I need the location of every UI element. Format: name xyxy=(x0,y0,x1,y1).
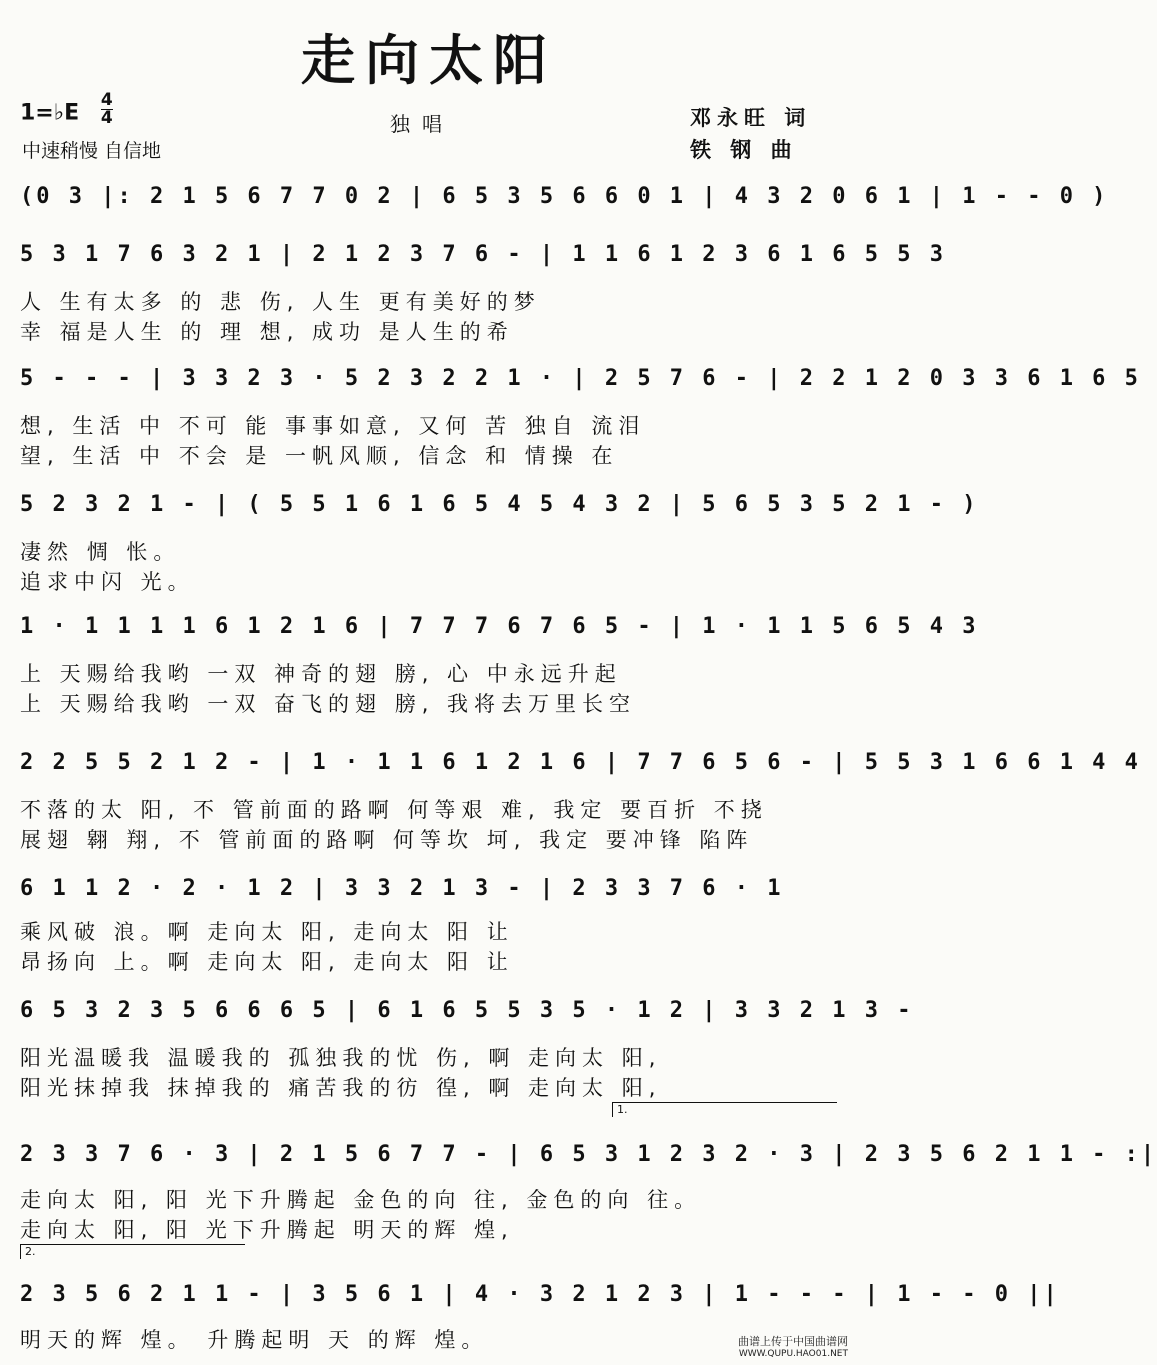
lyric-verse-1: 明天的辉 煌。 升腾起明 天 的辉 煌。 xyxy=(20,1328,489,1352)
lyricist-credit: 邓永旺 词 xyxy=(690,106,812,130)
notation-line: 5 3 1 7 6 3 2 1 | 2 1 2 3 7 6 - | 1 1 6 1 2 3 6 1 6 5 5 3 xyxy=(20,242,946,267)
notation-line: (0 3 |: 2 1 5 6 7 7 0 2 | 6 5 3 5 6 6 0 1 | 4 3 2 0 6 1 | 1 - - 0 ) xyxy=(20,184,1109,209)
notation-line: 6 1 1 2 · 2 · 1 2 | 3 3 2 1 3 - | 2 3 3 7 6 · 1 xyxy=(20,876,784,901)
lyric-verse-2: 昂扬向 上。啊 走向太 阳, 走向太 阳 让 xyxy=(20,950,514,974)
notation-line: 1 · 1 1 1 1 6 1 2 1 6 | 7 7 7 6 7 6 5 - | 1 · 1 1 5 6 5 4 3 xyxy=(20,614,979,639)
notation-line: 5 - - - | 3 3 2 3 · 5 2 3 2 2 1 · | 2 5 7 6 - | 2 2 1 2 0 3 3 6 1 6 5 xyxy=(20,366,1141,391)
lyric-verse-2: 望, 生活 中 不会 是 一帆风顺, 信念 和 情操 在 xyxy=(20,444,619,468)
composer-credit: 铁 钢 曲 xyxy=(690,138,798,162)
volta-bracket-1: 1. xyxy=(612,1102,837,1117)
key-label: 1=♭E xyxy=(20,100,80,126)
lyric-verse-2: 上 天赐给我哟 一双 奋飞的翅 膀, 我将去万里长空 xyxy=(20,692,637,716)
lyric-verse-2: 展翅 翱 翔, 不 管前面的路啊 何等坎 坷, 我定 要冲锋 陷阵 xyxy=(20,828,754,852)
lyric-verse-1: 乘风破 浪。啊 走向太 阳, 走向太 阳 让 xyxy=(20,920,514,944)
notation-line: 2 3 3 7 6 · 3 | 2 1 5 6 7 7 - | 6 5 3 1 2 3 2 · 3 | 2 3 5 6 2 1 1 - :| xyxy=(20,1142,1157,1167)
watermark-text: 曲谱上传于中国曲谱网 xyxy=(738,1335,848,1348)
watermark-url: WWW.QUPU.HAO01.NET xyxy=(738,1349,848,1359)
lyric-verse-1: 想, 生活 中 不可 能 事事如意, 又何 苦 独自 流泪 xyxy=(20,414,646,438)
time-signature: $\frac{4}{4}$ xyxy=(100,90,113,128)
lyric-verse-2: 走向太 阳, 阳 光下升腾起 明天的辉 煌, xyxy=(20,1218,514,1242)
song-title: 走向太阳 xyxy=(301,29,557,92)
lyric-verse-1: 不落的太 阳, 不 管前面的路啊 何等艰 难, 我定 要百折 不挠 xyxy=(20,798,768,822)
lyric-verse-1: 阳光温暖我 温暖我的 孤独我的忧 伤, 啊 走向太 阳, xyxy=(20,1046,662,1070)
lyric-verse-1: 凄然 惆 怅。 xyxy=(20,540,181,564)
lyric-verse-2: 阳光抹掉我 抹掉我的 痛苦我的彷 徨, 啊 走向太 阳, xyxy=(20,1076,662,1100)
lyric-verse-1: 人 生有太多 的 悲 伤, 人生 更有美好的梦 xyxy=(20,290,541,314)
notation-line: 2 3 5 6 2 1 1 - | 3 5 6 1 | 4 · 3 2 1 2 3 | 1 - - - | 1 - - 0 || xyxy=(20,1282,1060,1307)
lyric-verse-1: 走向太 阳, 阳 光下升腾起 金色的向 往, 金色的向 往。 xyxy=(20,1188,702,1212)
notation-line: 5 2 3 2 1 - | ( 5 5 1 6 1 6 5 4 5 4 3 2 | 5 6 5 3 5 2 1 - ) xyxy=(20,492,979,517)
site-watermark xyxy=(738,1335,848,1361)
notation-line: 6 5 3 2 3 5 6 6 6 5 | 6 1 6 5 5 3 5 · 1 2 | 3 3 2 1 3 - xyxy=(20,998,914,1023)
key-signature xyxy=(20,90,113,131)
volta-bracket-2: 2. xyxy=(20,1244,245,1259)
lyric-verse-2: 幸 福是人生 的 理 想, 成功 是人生的希 xyxy=(20,320,514,344)
tempo-marking: 中速稍慢 自信地 xyxy=(22,140,162,162)
lyric-verse-2: 追求中闪 光。 xyxy=(20,570,195,594)
lyric-verse-1: 上 天赐给我哟 一双 神奇的翅 膀, 心 中永远升起 xyxy=(20,662,622,686)
performance-type: 独唱 xyxy=(390,112,454,136)
notation-line: 2 2 5 5 2 1 2 - | 1 · 1 1 6 1 2 1 6 | 7 7 6 5 6 - | 5 5 3 1 6 6 1 4 4 xyxy=(20,750,1141,775)
